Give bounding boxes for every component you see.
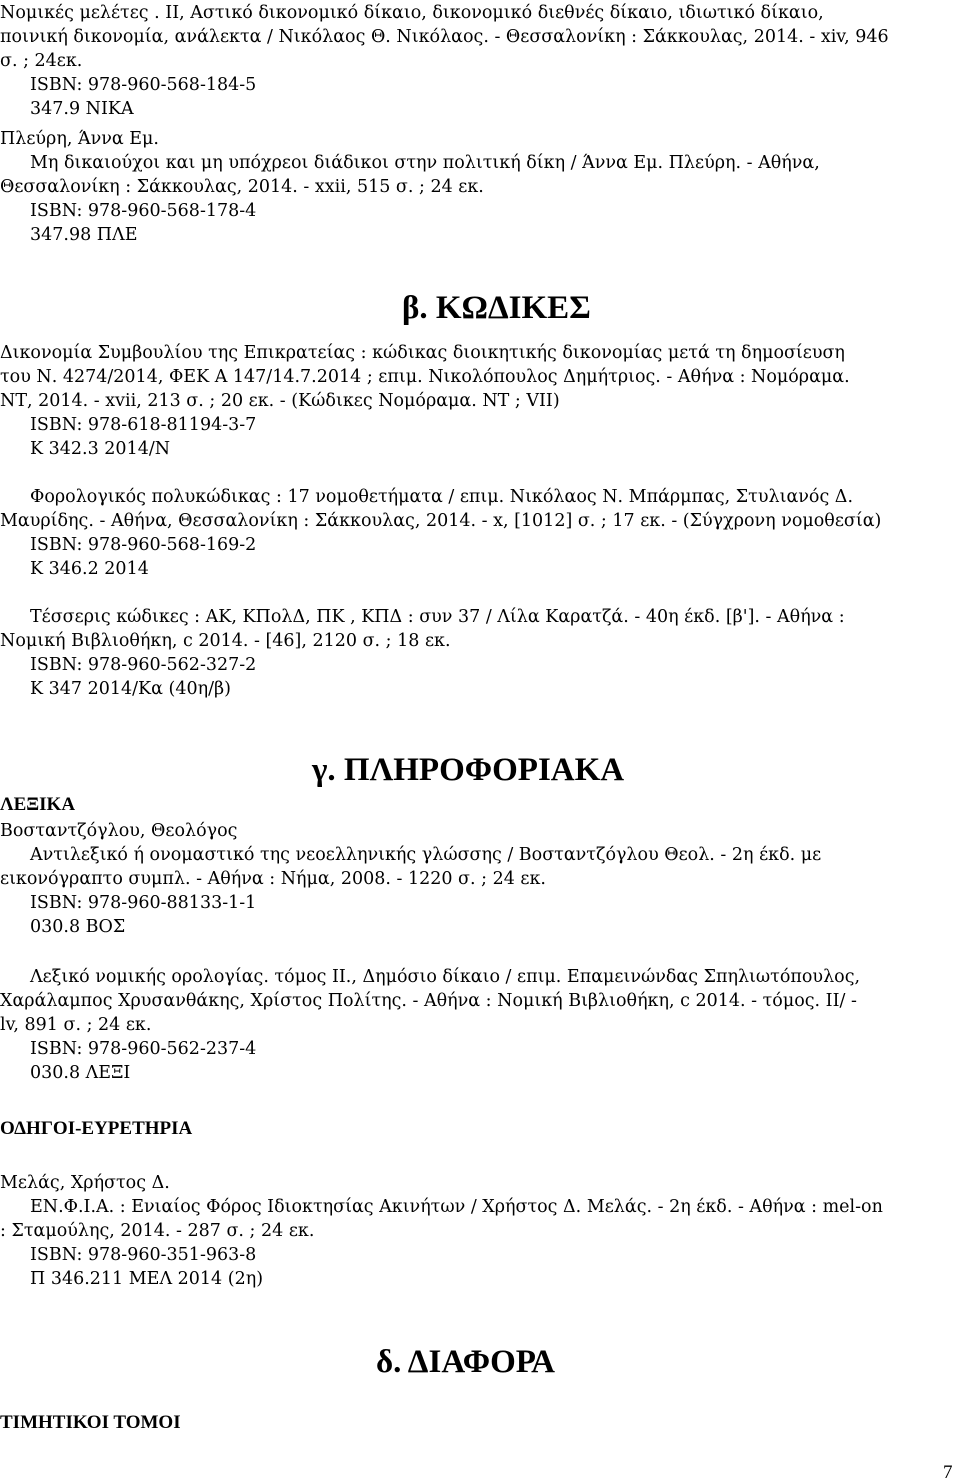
chapter-heading: γ. ΠΛΗΡΟΦΟΡΙΑΚΑ: [312, 752, 625, 788]
catalog-line: Χαράλαμπος Χρυσανθάκης, Χρίστος Πολίτης. - Αθήνα : Νομική Βιβλιοθήκη, c 2014. - τόμος. ΙΙ/ -: [0, 991, 857, 1011]
catalog-line: ISBN: 978-960-351-963-8: [30, 1245, 257, 1265]
catalog-line: Μη δικαιούχοι και μη υπόχρεοι διάδικοι στην πολιτική δίκη / Άννα Εμ. Πλεύρη. - Αθήνα,: [30, 153, 820, 173]
catalog-line: Νομική Βιβλιοθήκη, c 2014. - [46], 2120 σ. ; 18 εκ.: [0, 631, 451, 651]
catalog-line: σ. ; 24εκ.: [0, 51, 83, 71]
catalog-line: 030.8 ΛΕΞΙ: [30, 1063, 131, 1083]
catalog-line: Τέσσερις κώδικες : ΑΚ, ΚΠολΔ, ΠΚ , ΚΠΔ : συν 37 / Λίλα Καρατζά. - 40η έκδ. [β']. - Αθήνα :: [30, 607, 845, 627]
catalog-line: Μαυρίδης. - Αθήνα, Θεσσαλονίκη : Σάκκουλας, 2014. - x, [1012] σ. ; 17 εκ. - (Σύγχρονη νομοθεσία): [0, 511, 882, 531]
catalog-line: lv, 891 σ. ; 24 εκ.: [0, 1015, 152, 1035]
chapter-heading: β. ΚΩΔΙΚΕΣ: [402, 290, 591, 326]
catalog-line: Θεσσαλονίκη : Σάκκουλας, 2014. - xxii, 515 σ. ; 24 εκ.: [0, 177, 484, 197]
catalog-line: ISBN: 978-960-88133-1-1: [30, 893, 257, 913]
catalog-line: ISBN: 978-618-81194-3-7: [30, 415, 257, 435]
catalog-line: του Ν. 4274/2014, ΦΕΚ Α 147/14.7.2014 ; επιμ. Νικολόπουλος Δημήτριος. - Αθήνα : Νομόραμα.: [0, 367, 850, 387]
catalog-line: ISBN: 978-960-562-327-2: [30, 655, 257, 675]
catalog-line: Βοσταντζόγλου, Θεολόγος: [0, 821, 238, 841]
catalog-line: ISBN: 978-960-568-178-4: [30, 201, 257, 221]
catalog-line: Φορολογικός πολυκώδικας : 17 νομοθετήματα / επιμ. Νικόλαος Ν. Μπάρμπας, Στυλιανός Δ.: [30, 487, 854, 507]
catalog-line: Πλεύρη, Άννα Εμ.: [0, 129, 159, 149]
catalog-line: Κ 342.3 2014/Ν: [30, 439, 171, 459]
section-heading: ΛΕΞΙΚΑ: [0, 794, 76, 815]
catalog-line: Λεξικό νομικής ορολογίας. τόμος ΙΙ., Δημόσιο δίκαιο / επιμ. Επαμεινώνδας Σπηλιωτόπουλος,: [30, 967, 861, 987]
catalog-line: Αντιλεξικό ή ονομαστικό της νεοελληνικής γλώσσης / Βοσταντζόγλου Θεολ. - 2η έκδ. με: [30, 845, 822, 865]
catalog-line: ΝΤ, 2014. - xvii, 213 σ. ; 20 εκ. - (Κώδικες Νομόραμα. ΝΤ ; VII): [0, 391, 560, 411]
catalog-line: ISBN: 978-960-562-237-4: [30, 1039, 257, 1059]
catalog-line: ΕΝ.Φ.Ι.Α. : Ενιαίος Φόρος Ιδιοκτησίας Ακινήτων / Χρήστος Δ. Μελάς. - 2η έκδ. - Αθήνα : mel-on: [30, 1197, 883, 1217]
catalog-line: Νομικές μελέτες . ΙΙ, Αστικό δικονομικό δίκαιο, δικονομικό διεθνές δίκαιο, ιδιωτικό δίκαιο,: [0, 3, 824, 23]
catalog-line: : Σταμούλης, 2014. - 287 σ. ; 24 εκ.: [0, 1221, 315, 1241]
section-heading: ΤΙΜΗΤΙΚΟΙ ΤΟΜΟΙ: [0, 1412, 181, 1433]
chapter-heading: δ. ΔΙΑΦΟΡΑ: [376, 1344, 555, 1380]
catalog-line: Π 346.211 ΜΕΛ 2014 (2η): [30, 1269, 264, 1289]
catalog-line: ISBN: 978-960-568-184-5: [30, 75, 257, 95]
catalog-line: Μελάς, Χρήστος Δ.: [0, 1173, 170, 1193]
catalog-line: ποινική δικονομία, ανάλεκτα / Νικόλαος Θ. Νικόλαος. - Θεσσαλονίκη : Σάκκουλας, 2014. - xiv, 946: [0, 27, 889, 47]
catalog-line: Δικονομία Συμβουλίου της Επικρατείας : κώδικας διοικητικής δικονομίας μετά τη δημοσίευση: [0, 343, 845, 363]
catalog-line: 347.98 ΠΛΕ: [30, 225, 138, 245]
catalog-line: ISBN: 978-960-568-169-2: [30, 535, 257, 555]
catalog-line: 347.9 ΝΙΚΑ: [30, 99, 134, 119]
catalog-line: Κ 347 2014/Κα (40η/β): [30, 679, 231, 699]
page-number: 7: [943, 1462, 953, 1483]
catalog-line: Κ 346.2 2014: [30, 559, 149, 579]
section-heading: ΟΔΗΓΟΙ-ΕΥΡΕΤΗΡΙΑ: [0, 1118, 193, 1139]
catalog-line: 030.8 ΒΟΣ: [30, 917, 126, 937]
catalog-line: εικονόγραπτο συμπλ. - Αθήνα : Νήμα, 2008. - 1220 σ. ; 24 εκ.: [0, 869, 546, 889]
